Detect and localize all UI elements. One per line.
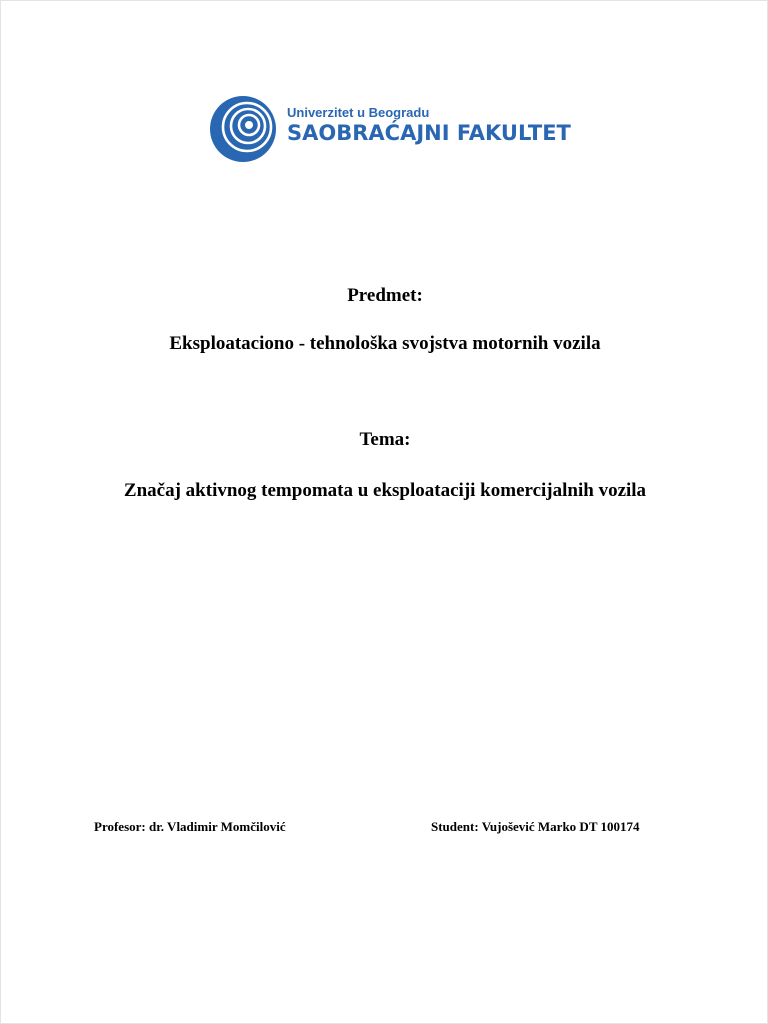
topic-title: Značaj aktivnog tempomata u eksploataciji komercijalnih vozila [123, 480, 647, 501]
professor-name: Profesor: dr. Vladimir Momčilović [94, 819, 286, 834]
subject-label: Predmet: [347, 285, 423, 306]
student-name: Student: Vujošević Marko DT 100174 [431, 819, 640, 834]
faculty-logo [209, 95, 569, 163]
subject-title: Eksploataciono - tehnološka svojstva motornih vozila [169, 333, 601, 354]
faculty-emblem-icon [209, 95, 277, 163]
faculty-name: SAOBRAĆAJNI FAKULTET [287, 121, 571, 145]
university-name: Univerzitet u Beogradu [287, 105, 430, 120]
topic-label: Tema: [359, 429, 411, 450]
